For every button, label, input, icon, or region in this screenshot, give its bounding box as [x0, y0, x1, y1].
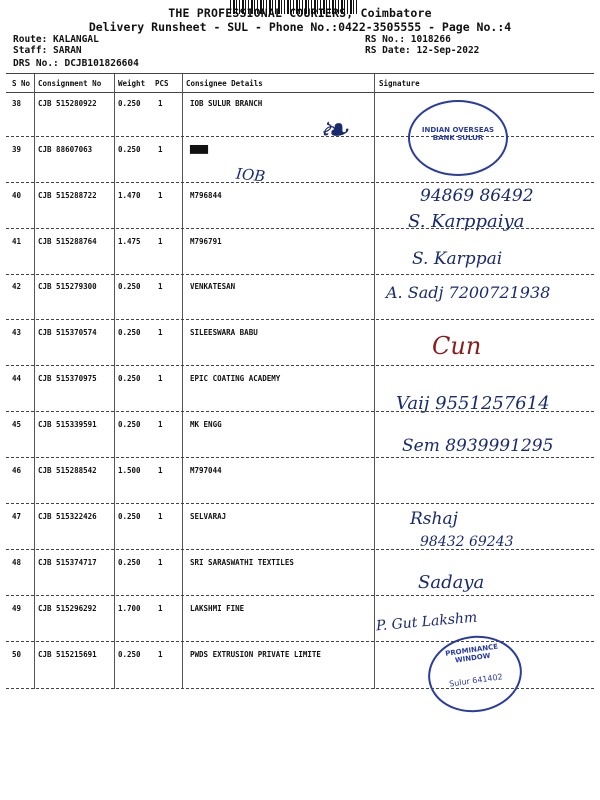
row-sno: 47 [12, 512, 22, 521]
row-sno: 42 [12, 282, 22, 291]
company-title: THE PROFESSIONAL COURIERS, Coimbatore [168, 6, 432, 20]
row-pcs: 1 [158, 420, 163, 429]
row-sno: 39 [12, 145, 22, 154]
row-sno: 45 [12, 420, 22, 429]
row-consignee: ████ [190, 145, 209, 154]
handwritten-signature: Sadaya [418, 572, 485, 593]
col-consignment-header: Consignment No [38, 79, 102, 88]
row-weight: 0.250 [118, 650, 141, 659]
row-sno: 41 [12, 237, 22, 246]
runsheet-title: Delivery Runsheet - SUL - Phone No.:0422-3505555 - Page No.:4 [88, 20, 512, 34]
handwritten-phone: 94869 86492 [420, 186, 534, 206]
row-consignee: VENKATESAN [190, 282, 236, 291]
rs-number: RS No.: 1018266 [365, 34, 451, 45]
row-consignment: CJB 88607063 [38, 145, 93, 154]
row-weight: 1.470 [118, 191, 141, 200]
row-consignee: M796791 [190, 237, 222, 246]
table-top-border [6, 73, 594, 74]
row-weight: 0.250 [118, 99, 141, 108]
row-pcs: 1 [158, 191, 163, 200]
row-weight: 0.250 [118, 558, 141, 567]
handwritten-signature: S. Karppaiya [408, 211, 525, 232]
row-weight: 1.500 [118, 466, 141, 475]
row-divider [6, 503, 594, 504]
bank-stamp: INDIAN OVERSEAS BANK SULUR [408, 100, 508, 176]
col-divider [34, 74, 35, 689]
row-consignment: CJB 515370975 [38, 374, 97, 383]
row-consignee: M796844 [190, 191, 222, 200]
col-sno-header: S No [12, 79, 31, 88]
row-pcs: 1 [158, 374, 163, 383]
row-sno: 46 [12, 466, 22, 475]
staff: Staff: SARAN [13, 45, 82, 56]
row-pcs: 1 [158, 604, 163, 613]
row-consignment: CJB 515288722 [38, 191, 97, 200]
handwritten-signature: P. Gut Lakshm [375, 609, 478, 635]
route: Route: KALANGAL [13, 34, 99, 45]
col-weight-header: Weight [118, 79, 146, 88]
row-pcs: 1 [158, 466, 163, 475]
row-consignment: CJB 515322426 [38, 512, 97, 521]
signature-scribble: ❧ [318, 110, 349, 151]
handwritten-signature: S. Karppai [412, 249, 503, 269]
header-bottom-border [6, 92, 594, 93]
row-consignee: M797044 [190, 466, 222, 475]
row-consignee: LAKSHMI FINE [190, 604, 245, 613]
row-divider [6, 365, 594, 366]
row-consignee: SILEESWARA BABU [190, 328, 258, 337]
row-weight: 0.250 [118, 512, 141, 521]
row-consignment: CJB 515296292 [38, 604, 97, 613]
row-consignment: CJB 515288764 [38, 237, 97, 246]
row-sno: 50 [12, 650, 22, 659]
row-weight: 1.475 [118, 237, 141, 246]
row-sno: 38 [12, 99, 22, 108]
row-pcs: 1 [158, 512, 163, 521]
row-divider [6, 595, 594, 596]
row-consignment: CJB 515370574 [38, 328, 97, 337]
row-weight: 1.700 [118, 604, 141, 613]
drs-number: DRS No.: DCJB101826604 [13, 58, 139, 69]
row-pcs: 1 [158, 145, 163, 154]
row-sno: 40 [12, 191, 22, 200]
col-consignee-header: Consignee Details [186, 79, 263, 88]
row-sno: 48 [12, 558, 22, 567]
handwritten-signature: Cun [432, 332, 482, 360]
row-consignee: SRI SARASWATHI TEXTILES [190, 558, 294, 567]
row-weight: 0.250 [118, 328, 141, 337]
row-pcs: 1 [158, 237, 163, 246]
row-divider [6, 319, 594, 320]
row-consignment: CJB 515215691 [38, 650, 97, 659]
row-consignee: SELVARAJ [190, 512, 227, 521]
col-divider [374, 74, 375, 689]
row-consignee: IOB SULUR BRANCH [190, 99, 263, 108]
row-pcs: 1 [158, 558, 163, 567]
row-divider [6, 457, 594, 458]
col-pcs-header: PCS [155, 79, 169, 88]
handwritten-iob: IOB [235, 164, 267, 186]
row-weight: 0.250 [118, 282, 141, 291]
row-consignment: CJB 515339591 [38, 420, 97, 429]
col-divider [114, 74, 115, 689]
col-signature-header: Signature [379, 79, 420, 88]
row-pcs: 1 [158, 282, 163, 291]
rs-date: RS Date: 12-Sep-2022 [365, 45, 480, 56]
row-divider [6, 274, 594, 275]
row-pcs: 1 [158, 99, 163, 108]
row-consignee: PWDS EXTRUSION PRIVATE LIMITE [190, 650, 321, 659]
row-pcs: 1 [158, 328, 163, 337]
row-consignee: MK ENGG [190, 420, 222, 429]
row-consignment: CJB 515288542 [38, 466, 97, 475]
handwritten-signature: A. Sadj 7200721938 [386, 283, 551, 302]
col-divider [182, 74, 183, 689]
row-weight: 0.250 [118, 374, 141, 383]
row-sno: 49 [12, 604, 22, 613]
row-consignment: CJB 515280922 [38, 99, 97, 108]
handwritten-signature: Rshaj [410, 509, 458, 529]
row-weight: 0.250 [118, 420, 141, 429]
row-sno: 43 [12, 328, 22, 337]
row-pcs: 1 [158, 650, 163, 659]
handwritten-signature: Vaij 9551257614 [396, 393, 550, 414]
row-consignee: EPIC COATING ACADEMY [190, 374, 281, 383]
handwritten-phone: 98432 69243 [420, 534, 514, 550]
row-sno: 44 [12, 374, 22, 383]
row-consignment: CJB 515374717 [38, 558, 97, 567]
window-stamp: PROMINANCE WINDOW Sulur 641402 [423, 630, 527, 718]
row-divider [6, 182, 594, 183]
handwritten-signature: Sem 8939991295 [402, 436, 554, 456]
row-consignment: CJB 515279300 [38, 282, 97, 291]
row-weight: 0.250 [118, 145, 141, 154]
